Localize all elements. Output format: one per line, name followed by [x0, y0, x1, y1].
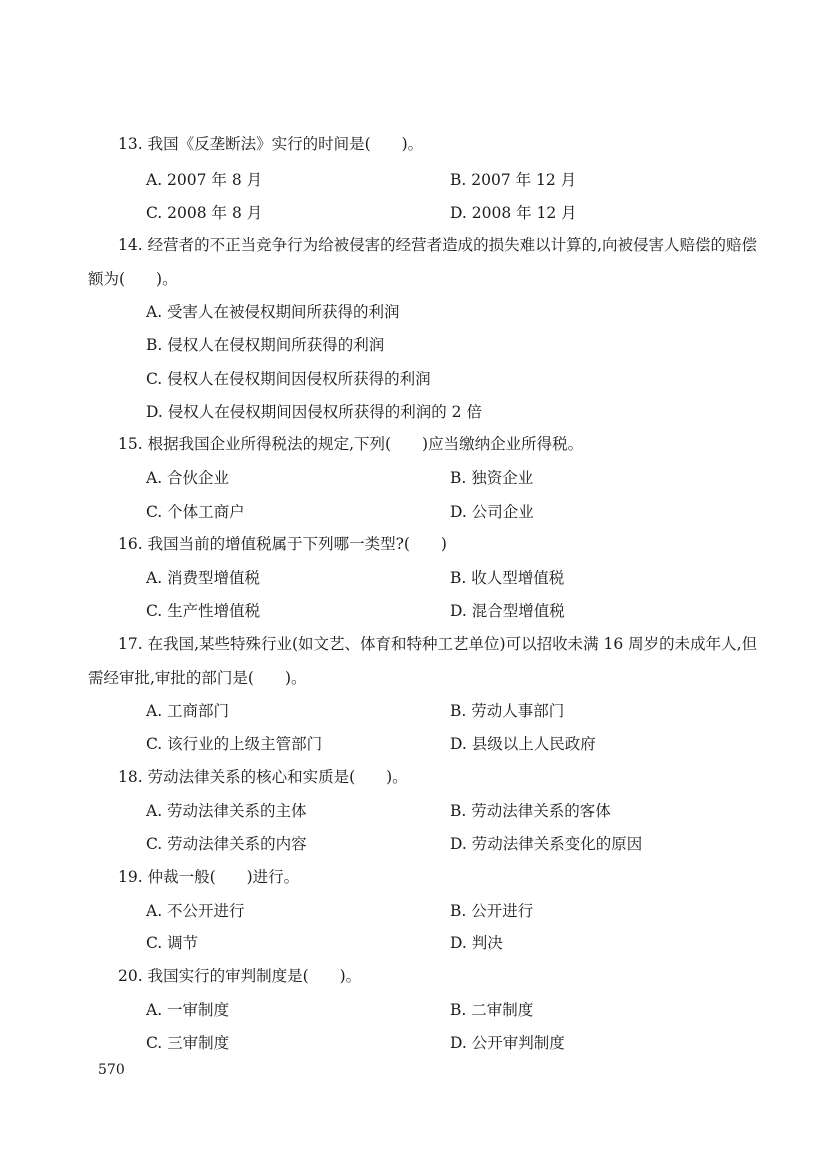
question-19-stem: 19. 仲裁一般( )进行。 [118, 868, 300, 886]
question-16-option-a: A. 消费型增值税 [146, 569, 261, 587]
question-15-option-a: A. 合伙企业 [146, 469, 230, 487]
question-14-stem: 14. 经营者的不正当竞争行为给被侵害的经营者造成的损失难以计算的,向被侵害人赔偿的赔偿额为( )。 [88, 236, 758, 288]
question-14-option-b: B. 侵权人在侵权期间所获得的利润 [146, 336, 385, 354]
question-13-option-d: D. 2008 年 12 月 [450, 204, 577, 222]
question-14-option-d: D. 侵权人在侵权期间因侵权所获得的利润的 2 倍 [146, 403, 482, 421]
question-18-option-b: B. 劳动法律关系的客体 [450, 802, 611, 820]
question-17-option-c: C. 该行业的上级主管部门 [146, 735, 323, 753]
question-19-option-b: B. 公开进行 [450, 902, 534, 920]
question-14-option-a: A. 受害人在被侵权期间所获得的利润 [146, 303, 400, 321]
question-13-option-a: A. 2007 年 8 月 [146, 171, 263, 189]
question-17-option-a: A. 工商部门 [146, 702, 230, 720]
question-14-option-c: C. 侵权人在侵权期间因侵权所获得的利润 [146, 370, 431, 388]
question-18-option-d: D. 劳动法律关系变化的原因 [450, 835, 643, 853]
question-16-option-b: B. 收人型增值税 [450, 569, 565, 587]
question-20-option-b: B. 二审制度 [450, 1001, 534, 1019]
question-19-option-d: D. 判决 [450, 934, 503, 952]
question-17-option-d: D. 县级以上人民政府 [450, 735, 596, 753]
question-15-option-d: D. 公司企业 [450, 503, 534, 521]
question-20-stem: 20. 我国实行的审判制度是( )。 [118, 967, 362, 985]
question-15-stem: 15. 根据我国企业所得税法的规定,下列( )应当缴纳企业所得税。 [118, 435, 584, 453]
question-18-option-a: A. 劳动法律关系的主体 [146, 802, 307, 820]
question-17-stem: 17. 在我国,某些特殊行业(如文艺、体育和特种工艺单位)可以招收未满 16 周岁的未成年人,但需经审批,审批的部门是( )。 [88, 635, 758, 687]
question-16-stem: 16. 我国当前的增值税属于下列哪一类型?( ) [118, 535, 447, 553]
question-15-option-c: C. 个体工商户 [146, 503, 245, 521]
question-16-option-d: D. 混合型增值税 [450, 602, 565, 620]
question-19-option-c: C. 调节 [146, 934, 199, 952]
question-17-option-b: B. 劳动人事部门 [450, 702, 565, 720]
question-15-option-b: B. 独资企业 [450, 469, 534, 487]
question-19-option-a: A. 不公开进行 [146, 902, 245, 920]
question-18-stem: 18. 劳动法律关系的核心和实质是( )。 [118, 768, 408, 786]
question-13-option-b: B. 2007 年 12 月 [450, 171, 577, 189]
question-20-option-a: A. 一审制度 [146, 1001, 230, 1019]
page-number: 570 [98, 1062, 125, 1078]
question-20-option-c: C. 三审制度 [146, 1034, 230, 1052]
question-13-stem: 13. 我国《反垄断法》实行的时间是( )。 [118, 135, 424, 153]
question-16-option-c: C. 生产性增值税 [146, 602, 261, 620]
question-18-option-c: C. 劳动法律关系的内容 [146, 835, 307, 853]
question-13-option-c: C. 2008 年 8 月 [146, 204, 263, 222]
question-20-option-d: D. 公开审判制度 [450, 1034, 565, 1052]
